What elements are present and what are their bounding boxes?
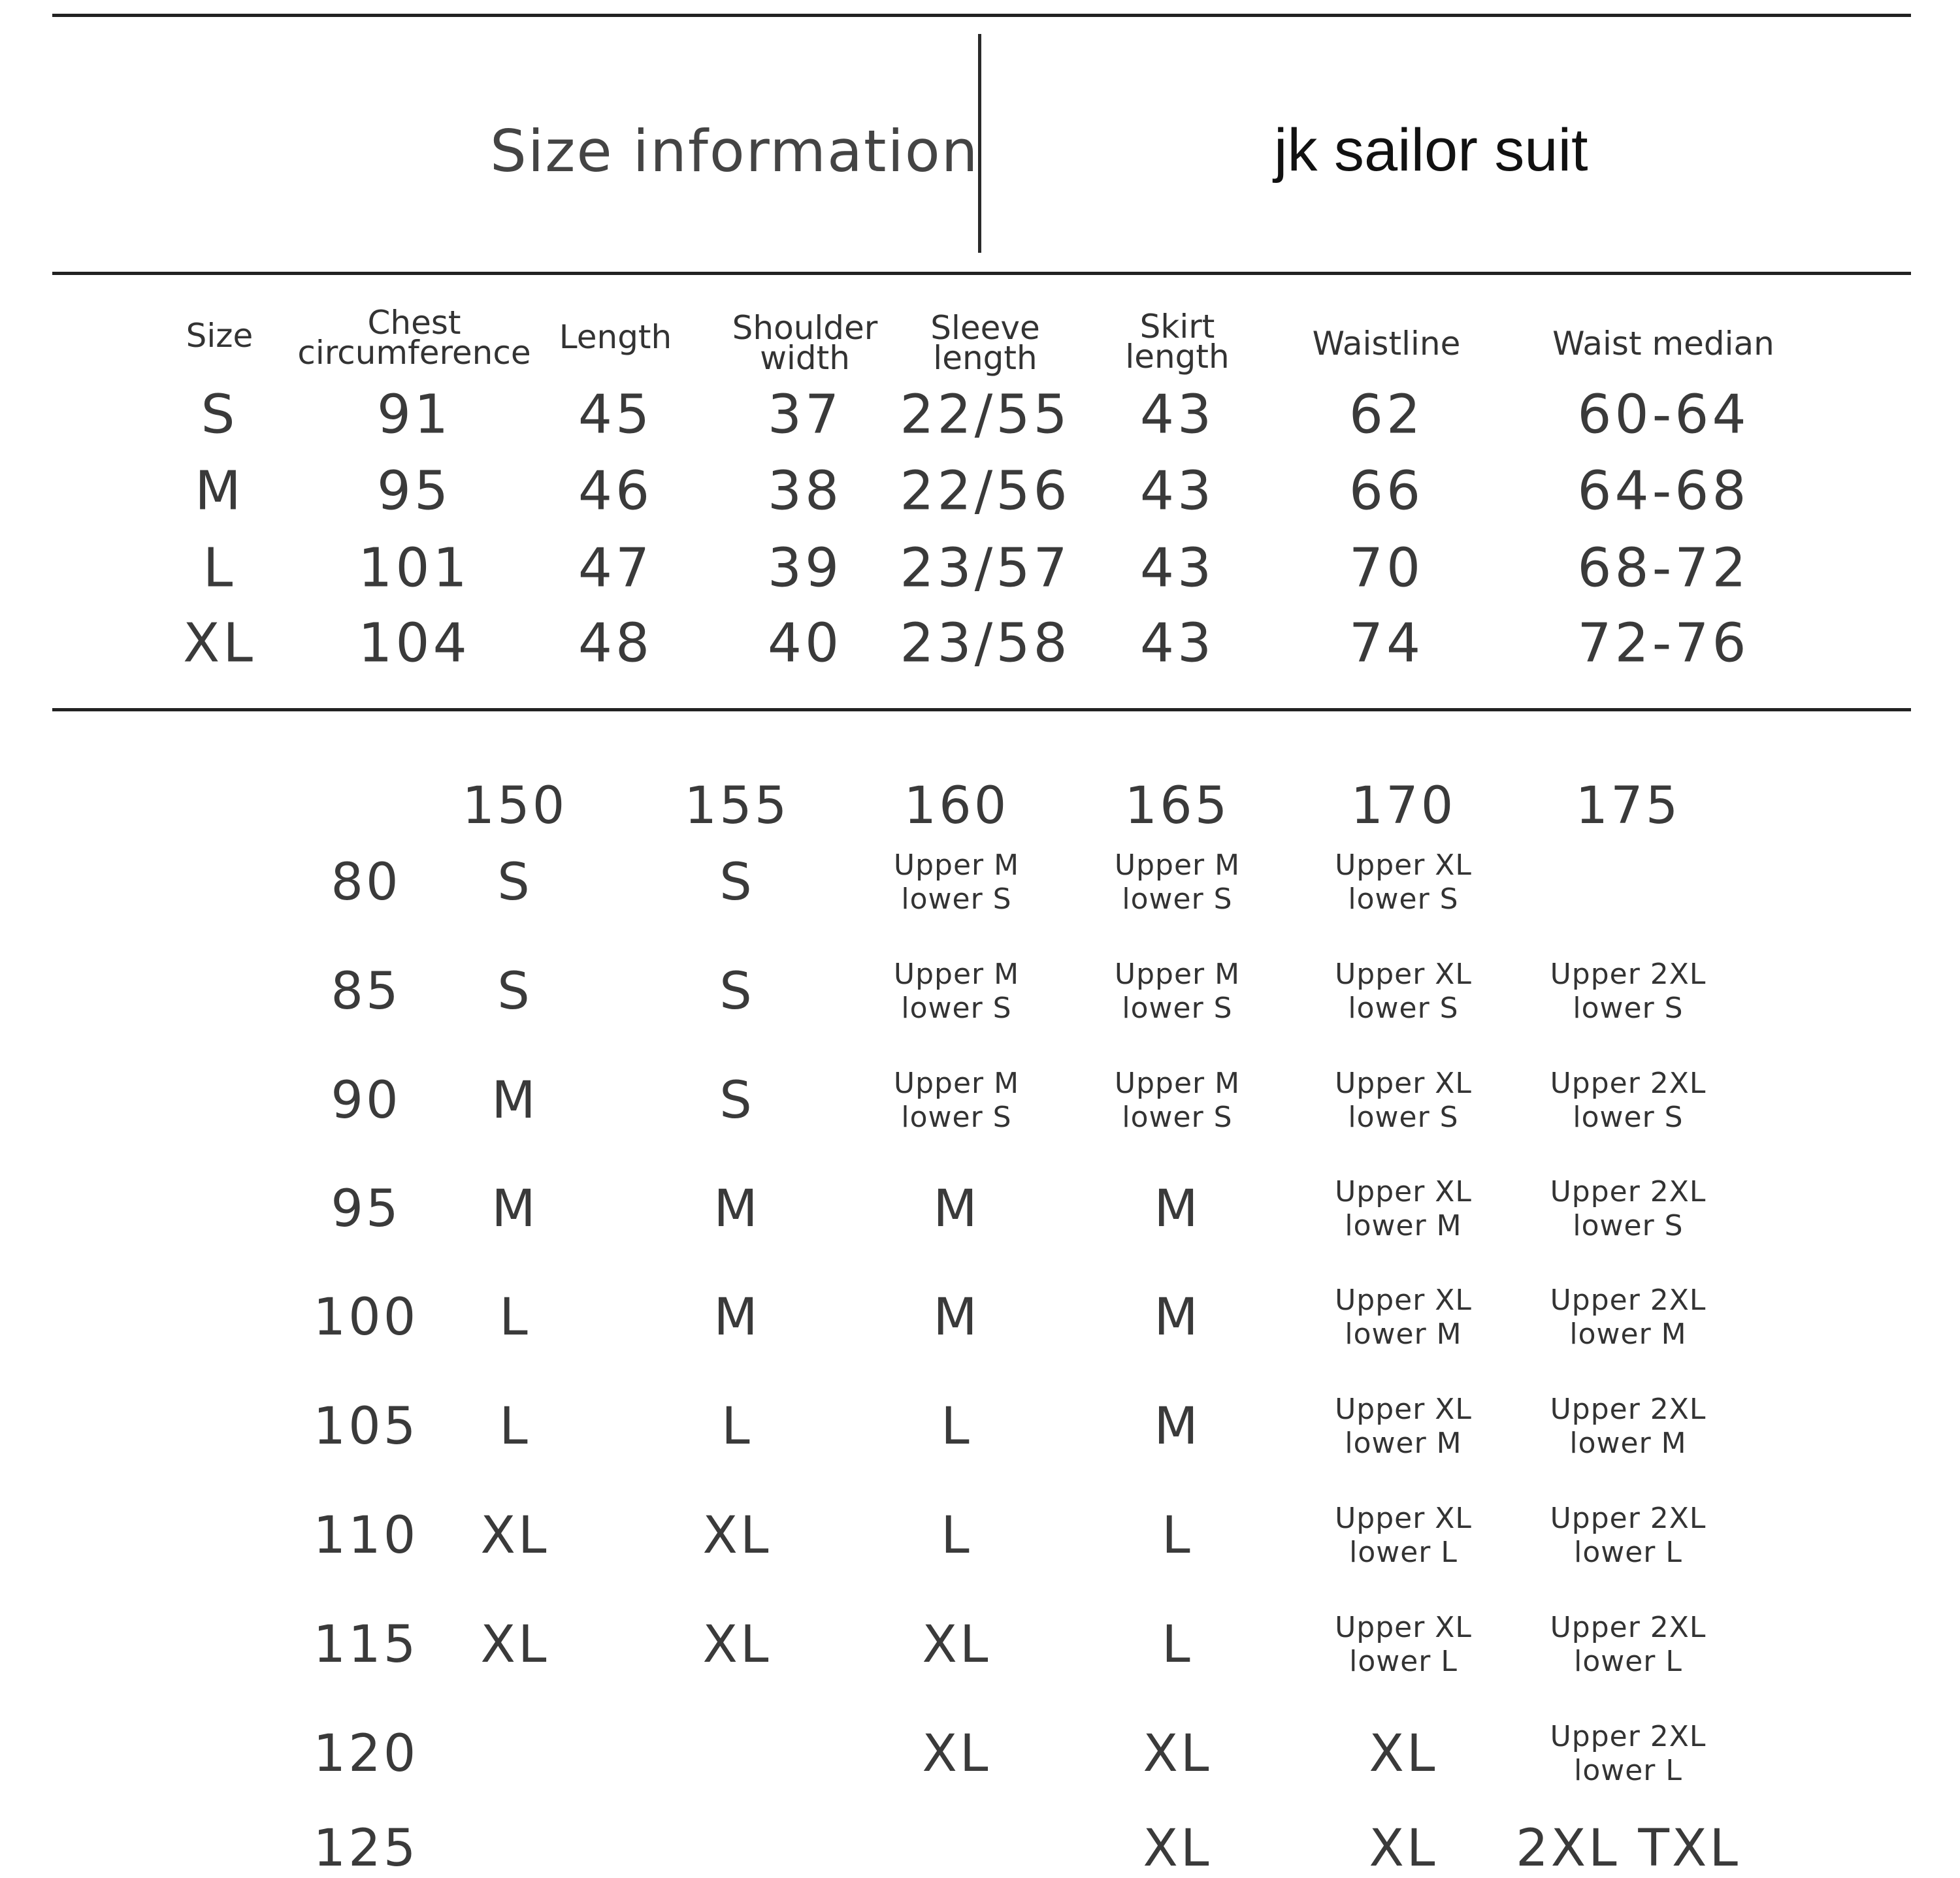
- table-cell-skirt-length: 43: [1139, 383, 1215, 446]
- fit-cell-line: Upper 2XL: [1550, 1720, 1707, 1753]
- table-cell-size: L: [203, 537, 237, 600]
- size-info-title: Size information: [490, 118, 979, 185]
- fit-cell: XL: [922, 1615, 991, 1674]
- fit-cell: M: [1154, 1397, 1201, 1456]
- fit-cell: [894, 849, 1019, 916]
- fit-cell: XL: [702, 1615, 772, 1674]
- column-header-line: Chest: [367, 304, 461, 342]
- height-header: 170: [1350, 777, 1456, 835]
- fit-cell-line: Upper 2XL: [1550, 1067, 1707, 1100]
- column-header-sleeve-length: [930, 309, 1040, 377]
- fit-cell: L: [941, 1397, 972, 1456]
- fit-cell: [1550, 958, 1707, 1026]
- fit-cell: S: [719, 962, 755, 1021]
- table-cell-length: 46: [578, 460, 653, 523]
- fit-cell: [1335, 1067, 1472, 1135]
- table-cell-length: 47: [578, 537, 653, 600]
- height-header: 155: [684, 777, 790, 835]
- height-header: 175: [1575, 777, 1681, 835]
- fit-cell-line: Upper M: [893, 958, 1020, 991]
- fit-cell-line: Upper 2XL: [1550, 1502, 1707, 1535]
- table-cell-waistline: 66: [1348, 460, 1424, 523]
- weight-label: 100: [313, 1288, 419, 1347]
- fit-cell: M: [933, 1180, 980, 1239]
- column-header-line: length: [933, 339, 1037, 377]
- fit-cell: [1550, 1611, 1707, 1679]
- table-cell-size: XL: [183, 612, 256, 675]
- fit-cell: L: [499, 1288, 531, 1347]
- fit-cell: L: [721, 1397, 753, 1456]
- header-rule: [52, 272, 1911, 275]
- fit-cell-line: lower M: [1569, 1318, 1687, 1351]
- fit-cell-line: lower S: [1573, 992, 1684, 1025]
- column-header-chest-circumference: [297, 304, 531, 372]
- fit-cell: XL: [1143, 1819, 1212, 1878]
- fit-cell-line: Upper XL: [1335, 1067, 1472, 1100]
- weight-label: 110: [313, 1506, 419, 1565]
- table-cell-sleeve-length: 23/57: [900, 537, 1071, 600]
- fit-cell: XL: [1369, 1819, 1438, 1878]
- fit-cell: L: [1162, 1615, 1193, 1674]
- column-header-line: circumference: [297, 334, 531, 372]
- table-cell-size: S: [201, 383, 238, 446]
- fit-cell-line: lower L: [1349, 1645, 1458, 1678]
- column-header-shoulder-width: [732, 309, 878, 377]
- column-header-line: Size: [186, 317, 253, 355]
- fit-cell-line: lower M: [1345, 1318, 1462, 1351]
- column-header-line: Waist median: [1552, 325, 1774, 363]
- fit-cell-line: Upper XL: [1335, 1175, 1472, 1208]
- fit-cell: [1335, 849, 1472, 916]
- fit-cell-line: lower S: [1122, 882, 1233, 916]
- fit-cell: M: [713, 1288, 760, 1347]
- fit-cell: [894, 958, 1019, 1026]
- column-header-length: [559, 318, 672, 356]
- fit-cell-line: Upper XL: [1335, 1502, 1472, 1535]
- fit-cell: XL: [1369, 1724, 1438, 1783]
- weight-label: 105: [313, 1397, 419, 1456]
- table-cell-skirt-length: 43: [1139, 460, 1215, 523]
- column-header-line: length: [1125, 338, 1230, 376]
- table-cell-waist-median: 72-76: [1577, 612, 1750, 675]
- fit-cell-line: lower L: [1349, 1536, 1458, 1569]
- fit-cell: [1335, 1284, 1472, 1352]
- fit-cell: XL: [702, 1506, 772, 1565]
- fit-cell-line: Upper XL: [1335, 849, 1472, 882]
- fit-cell-line: lower S: [1348, 992, 1459, 1025]
- fit-cell: [1550, 1067, 1707, 1135]
- table-cell-skirt-length: 43: [1139, 537, 1215, 600]
- weight-label: 115: [313, 1615, 419, 1674]
- table-cell-sleeve-length: 22/56: [900, 460, 1071, 523]
- table-cell-waistline: 70: [1348, 537, 1424, 600]
- fit-cell: [1115, 958, 1240, 1026]
- table-cell-sleeve-length: 23/58: [900, 612, 1071, 675]
- fit-cell: [1550, 1502, 1707, 1570]
- fit-cell: L: [941, 1506, 972, 1565]
- fit-cell-line: lower S: [1573, 1209, 1684, 1242]
- fit-cell: M: [1154, 1288, 1201, 1347]
- fit-cell-line: lower M: [1345, 1427, 1462, 1460]
- fit-cell-line: lower S: [1122, 1101, 1233, 1134]
- fit-cell-line: Upper 2XL: [1550, 1611, 1707, 1644]
- table-cell-shoulder-width: 39: [767, 537, 843, 600]
- column-header-line: Waistline: [1312, 325, 1461, 363]
- top-rule: [52, 14, 1911, 17]
- fit-cell: L: [1162, 1506, 1193, 1565]
- fit-cell-line: Upper M: [1114, 1067, 1241, 1100]
- fit-cell-line: lower S: [901, 992, 1012, 1025]
- table-cell-waistline: 74: [1348, 612, 1424, 675]
- fit-cell: [1550, 1175, 1707, 1243]
- column-header-waistline: [1312, 325, 1461, 363]
- fit-cell-line: Upper 2XL: [1550, 1175, 1707, 1208]
- fit-cell-line: Upper 2XL: [1550, 958, 1707, 991]
- fit-cell: [1335, 1611, 1472, 1679]
- fit-cell-line: Upper XL: [1335, 1611, 1472, 1644]
- fit-cell: XL: [480, 1615, 549, 1674]
- fit-cell-line: lower M: [1569, 1427, 1687, 1460]
- weight-label: 80: [331, 853, 401, 912]
- table-cell-skirt-length: 43: [1139, 612, 1215, 675]
- fit-cell: S: [497, 962, 532, 1021]
- fit-cell-line: lower S: [1348, 1101, 1459, 1134]
- height-header: 150: [462, 777, 568, 835]
- fit-cell: [1550, 1720, 1707, 1788]
- fit-cell-line: lower M: [1345, 1209, 1462, 1242]
- fit-cell: S: [497, 853, 532, 912]
- fit-cell: XL: [480, 1506, 549, 1565]
- fit-cell-line: lower S: [1573, 1101, 1684, 1134]
- fit-cell: S: [719, 853, 755, 912]
- column-header-line: width: [760, 339, 850, 377]
- table-cell-chest-circumference: 104: [358, 612, 470, 675]
- fit-cell: 2XL TXL: [1516, 1819, 1740, 1878]
- column-header-line: Length: [559, 318, 672, 356]
- weight-label: 90: [331, 1071, 401, 1130]
- table-cell-chest-circumference: 91: [376, 383, 452, 446]
- fit-cell-line: lower S: [1348, 882, 1459, 916]
- fit-cell-line: lower S: [901, 1101, 1012, 1134]
- fit-cell-line: lower S: [1122, 992, 1233, 1025]
- fit-cell-line: lower L: [1574, 1754, 1682, 1787]
- weight-label: 85: [331, 962, 401, 1021]
- size-table-bottom-rule: [52, 708, 1911, 711]
- column-header-waist-median: [1552, 325, 1774, 363]
- fit-cell: [894, 1067, 1019, 1135]
- fit-cell: [1115, 1067, 1240, 1135]
- fit-cell: [1335, 1502, 1472, 1570]
- fit-cell-line: lower L: [1574, 1536, 1682, 1569]
- fit-cell-line: Upper XL: [1335, 1393, 1472, 1426]
- fit-cell-line: Upper M: [893, 1067, 1020, 1100]
- fit-cell: [1335, 1175, 1472, 1243]
- table-cell-shoulder-width: 38: [767, 460, 843, 523]
- table-cell-length: 48: [578, 612, 653, 675]
- fit-cell: [1335, 958, 1472, 1026]
- fit-cell: XL: [1143, 1724, 1212, 1783]
- fit-cell-line: lower S: [901, 882, 1012, 916]
- table-cell-waist-median: 60-64: [1577, 383, 1750, 446]
- table-cell-waist-median: 64-68: [1577, 460, 1750, 523]
- column-header-line: Skirt: [1139, 308, 1215, 346]
- fit-cell-line: Upper 2XL: [1550, 1284, 1707, 1317]
- fit-cell: M: [491, 1180, 538, 1239]
- table-cell-sleeve-length: 22/55: [900, 383, 1071, 446]
- table-cell-shoulder-width: 37: [767, 383, 843, 446]
- fit-cell: [1550, 1393, 1707, 1461]
- table-cell-length: 45: [578, 383, 653, 446]
- weight-label: 120: [313, 1724, 419, 1783]
- fit-cell: XL: [922, 1724, 991, 1783]
- fit-cell-line: Upper M: [893, 849, 1020, 882]
- fit-cell: M: [1154, 1180, 1201, 1239]
- column-header-line: Sleeve: [930, 309, 1040, 347]
- fit-cell: [1115, 849, 1240, 916]
- height-header: 160: [904, 777, 1009, 835]
- fit-cell: L: [499, 1397, 531, 1456]
- column-header-skirt-length: [1125, 308, 1230, 376]
- fit-cell: M: [491, 1071, 538, 1130]
- weight-label: 95: [331, 1180, 401, 1239]
- fit-cell-line: lower L: [1574, 1645, 1682, 1678]
- table-cell-chest-circumference: 95: [376, 460, 452, 523]
- table-cell-waist-median: 68-72: [1577, 537, 1750, 600]
- fit-cell-line: Upper 2XL: [1550, 1393, 1707, 1426]
- weight-label: 125: [313, 1819, 419, 1878]
- fit-cell-line: Upper XL: [1335, 1284, 1472, 1317]
- table-cell-shoulder-width: 40: [767, 612, 843, 675]
- fit-cell: [1335, 1393, 1472, 1461]
- fit-cell: S: [719, 1071, 755, 1130]
- fit-cell-line: Upper XL: [1335, 958, 1472, 991]
- column-header-size: [186, 317, 253, 355]
- fit-cell-line: Upper M: [1114, 849, 1241, 882]
- fit-cell: [1550, 1284, 1707, 1352]
- fit-cell: M: [933, 1288, 980, 1347]
- product-title: jk sailor suit: [1274, 117, 1588, 184]
- column-header-line: Shoulder: [732, 309, 878, 347]
- fit-cell: M: [713, 1180, 760, 1239]
- fit-cell-line: Upper M: [1114, 958, 1241, 991]
- table-cell-size: M: [195, 460, 244, 523]
- table-cell-waistline: 62: [1348, 383, 1424, 446]
- table-cell-chest-circumference: 101: [358, 537, 470, 600]
- height-header: 165: [1124, 777, 1230, 835]
